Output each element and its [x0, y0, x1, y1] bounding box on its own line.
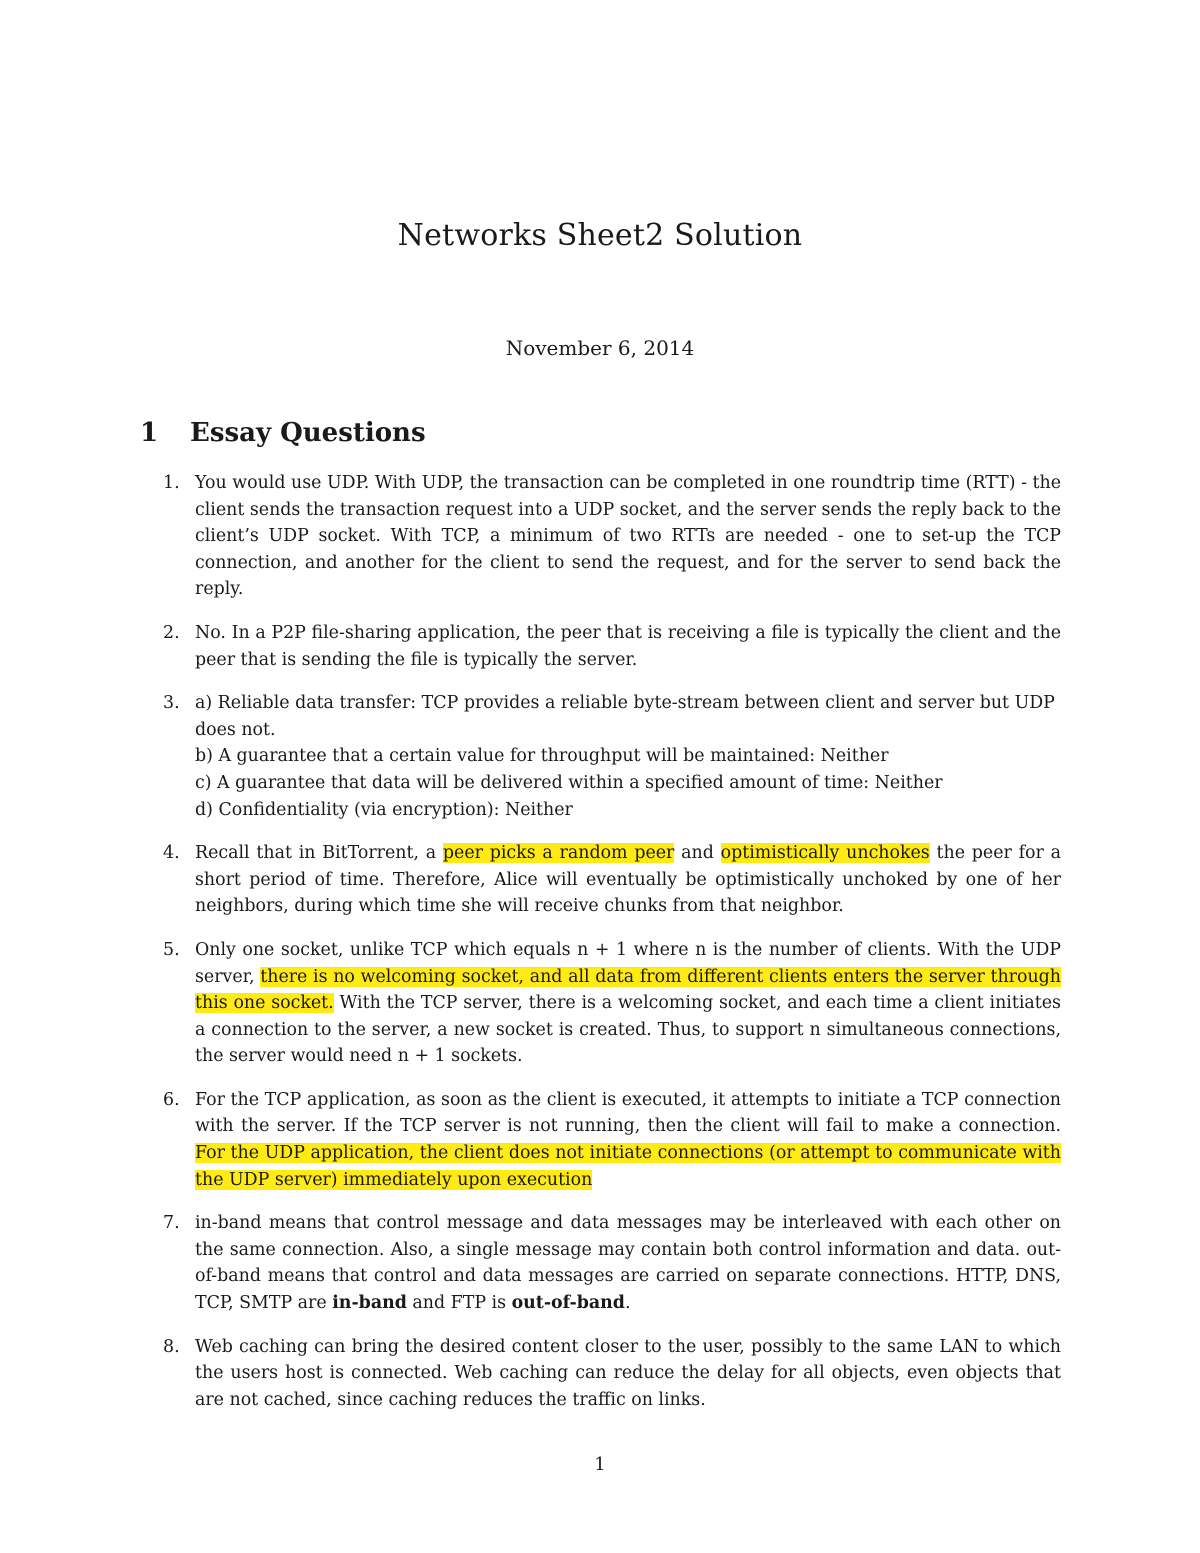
- page-title: Networks Sheet2 Solution: [397, 218, 803, 253]
- answer-item-1: [163, 470, 1061, 603]
- answer-number: 5.: [163, 939, 180, 960]
- highlighted-text: peer picks a random peer: [442, 843, 675, 864]
- highlighted-text: there is no welcoming socket, and all data from different clients enters the server through this one socket.: [195, 966, 1061, 1014]
- answer-item-5: [163, 937, 1061, 1070]
- answer-number: 7.: [163, 1213, 180, 1234]
- answer-list: [163, 470, 1061, 1430]
- answer-text: Web caching can bring the desired content closer to the user, possibly to the same LAN to which the users host is connected. Web caching can reduce the delay for all objects, even objects that are not cached, since caching reduces the traffic on links.: [195, 1336, 1061, 1410]
- answer-text: For the TCP application, as soon as the client is executed, it attempts to initiate a TCP connection with the server. If the TCP server is not running, then the client will fail to make a connection.: [195, 1089, 1061, 1137]
- answer-part-b: b) A guarantee that a certain value for throughput will be maintained: Neither: [195, 746, 889, 767]
- answer-number: 4.: [163, 843, 180, 864]
- answer-text: No. In a P2P file-sharing application, the peer that is receiving a file is typically the client and the peer that is sending the file is typically the server.: [195, 622, 1061, 670]
- highlighted-text: optimistically unchokes: [720, 843, 930, 864]
- answer-part-c: c) A guarantee that data will be delivered within a specified amount of time: Neither: [195, 772, 943, 793]
- bold-term: in-band: [332, 1293, 407, 1314]
- answer-item-6: [163, 1087, 1061, 1193]
- answer-number: 2.: [163, 622, 180, 643]
- section-number: 1: [140, 418, 159, 448]
- answer-text: in-band means that control message and data messages may be interleaved with each other on the same connection. Also, a single message may contain both control information and data. out-of-band means that control and data messages are carried on separate connections. HTTP, DNS, TCP, SMTP are: [195, 1213, 1061, 1314]
- answer-part-d: d) Confidentiality (via encryption): Neither: [195, 799, 573, 820]
- section-heading: [140, 418, 426, 448]
- answer-number: 3.: [163, 693, 180, 714]
- bold-term: out-of-band: [511, 1293, 625, 1314]
- answer-number: 1.: [163, 473, 180, 493]
- answer-item-7: [163, 1210, 1061, 1316]
- answer-text: the peer for a short period of time. Therefore, Alice will eventually be optimistically unchoked by one of her neighbors, during which time she will receive chunks from that neighbor.: [195, 843, 1061, 917]
- answer-text: and: [674, 843, 721, 864]
- answer-text: Only one socket, unlike TCP which equals n + 1 where n is the number of clients. With the UDP server,: [195, 939, 1061, 987]
- answer-part-a: a) Reliable data transfer: TCP provides a reliable byte-stream between client and server but UDP does not.: [195, 693, 1055, 740]
- answer-item-3: [163, 690, 1061, 823]
- section-title: Essay Questions: [190, 418, 426, 448]
- highlighted-text: For the UDP application, the client does not initiate connections (or attempt to communicate with the UDP server) immediately upon execution: [195, 1143, 1061, 1190]
- answer-text: You would use UDP. With UDP, the transaction can be completed in one roundtrip time (RTT) - the client sends the transaction request into a UDP socket, and the server sends the reply back to the client’s UDP socket. With TCP, a minimum of two RTTs are needed - one to set-up the TCP connection, and another for the client to send the request, and for the server to send back the reply.: [195, 473, 1061, 600]
- answer-item-2: [163, 620, 1061, 673]
- answer-text: Recall that in BitTorrent, a: [195, 843, 443, 864]
- answer-number: 6.: [163, 1089, 180, 1110]
- answer-text: .: [624, 1293, 631, 1314]
- page-number: 1: [594, 1454, 606, 1475]
- answer-item-4: [163, 840, 1061, 920]
- answer-text: With the TCP server, there is a welcoming socket, and each time a client initiates a connection to the server, a new socket is created. Thus, to support n simultaneous connections, the server would need n + 1 sockets.: [195, 993, 1061, 1067]
- answer-number: 8.: [163, 1336, 180, 1357]
- answer-item-8: [163, 1334, 1061, 1414]
- answer-text: and FTP is: [406, 1293, 512, 1314]
- document-date: November 6, 2014: [505, 336, 695, 360]
